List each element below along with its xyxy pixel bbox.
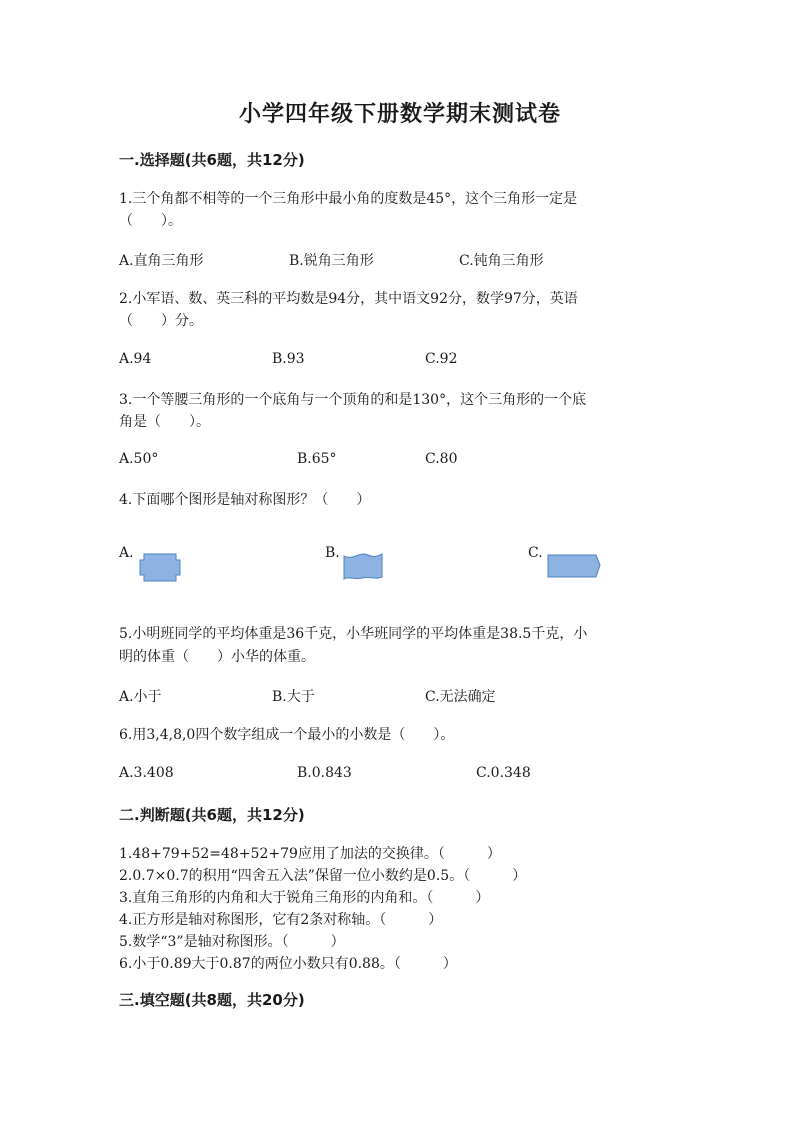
judge-item-6: 6.小于0.89大于0.87的两位小数只有0.88。（ ）: [119, 956, 457, 972]
question-6-option-c: C.0.348: [476, 765, 531, 781]
section-heading-2: 二.判断题(共6题，共12分): [119, 806, 305, 824]
question-5-option-a: A.小于: [119, 689, 162, 705]
question-4-option-c-label: C.: [528, 545, 543, 561]
question-6-option-a: A.3.408: [119, 765, 174, 781]
judge-item-2: 2.0.7×0.7的积用“四舍五入法”保留一位小数约是0.5。（ ）: [119, 868, 527, 884]
question-2-line-1: 2.小军语、数、英三科的平均数是94分，其中语文92分，数学97分，英语: [119, 291, 578, 307]
question-3-option-a: A.50°: [119, 451, 159, 467]
shape-b-wavy-banner-icon: [342, 552, 384, 582]
question-2-option-a: A.94: [119, 351, 152, 367]
question-5-option-b: B.大于: [272, 689, 315, 705]
shape-a-notched-rectangle-icon: [138, 553, 182, 583]
question-3-line-1: 3.一个等腰三角形的一个底角与一个顶角的和是130°，这个三角形的一个底: [119, 392, 587, 408]
question-1-option-c: C.钝角三角形: [459, 253, 544, 269]
question-5-line-1: 5.小明班同学的平均体重是36千克，小华班同学的平均体重是38.5千克，小: [119, 626, 588, 642]
judge-item-1: 1.48+79+52=48+52+79应用了加法的交换律。（ ）: [119, 846, 501, 862]
question-6-option-b: B.0.843: [297, 765, 352, 781]
judge-item-5: 5.数学“3”是轴对称图形。（ ）: [119, 934, 345, 950]
question-4-option-b-label: B.: [325, 545, 340, 561]
shape-c-pointed-flag-icon: [546, 553, 602, 581]
section-heading-1: 一.选择题(共6题，共12分): [119, 151, 305, 169]
section-heading-3: 三.填空题(共8题，共20分): [119, 991, 305, 1009]
question-3-option-c: C.80: [425, 451, 458, 467]
question-5-option-c: C.无法确定: [425, 689, 496, 705]
judge-item-3: 3.直角三角形的内角和大于锐角三角形的内角和。（ ）: [119, 890, 490, 906]
page-title: 小学四年级下册数学期末测试卷: [238, 102, 561, 127]
question-2-line-2: （ ）分。: [119, 313, 203, 329]
question-5-line-2: 明的体重（ ）小华的体重。: [119, 649, 315, 665]
judge-item-4: 4.正方形是轴对称图形，它有2条对称轴。（ ）: [119, 912, 443, 928]
question-3-line-2: 角是（ ）。: [119, 414, 210, 430]
question-4-line-1: 4.下面哪个图形是轴对称图形？（ ）: [119, 492, 371, 508]
question-1-line-2: （ ）。: [119, 213, 182, 229]
question-1-option-a: A.直角三角形: [119, 253, 204, 269]
question-3-option-b: B.65°: [297, 451, 337, 467]
question-1-line-1: 1.三个角都不相等的一个三角形中最小角的度数是45°，这个三角形一定是: [119, 191, 578, 207]
question-2-option-b: B.93: [272, 351, 305, 367]
question-6-line-1: 6.用3,4,8,0四个数字组成一个最小的小数是（ ）。: [119, 727, 455, 743]
question-1-option-b: B.锐角三角形: [289, 253, 374, 269]
question-2-option-c: C.92: [425, 351, 458, 367]
question-4-option-a-label: A.: [119, 545, 134, 561]
